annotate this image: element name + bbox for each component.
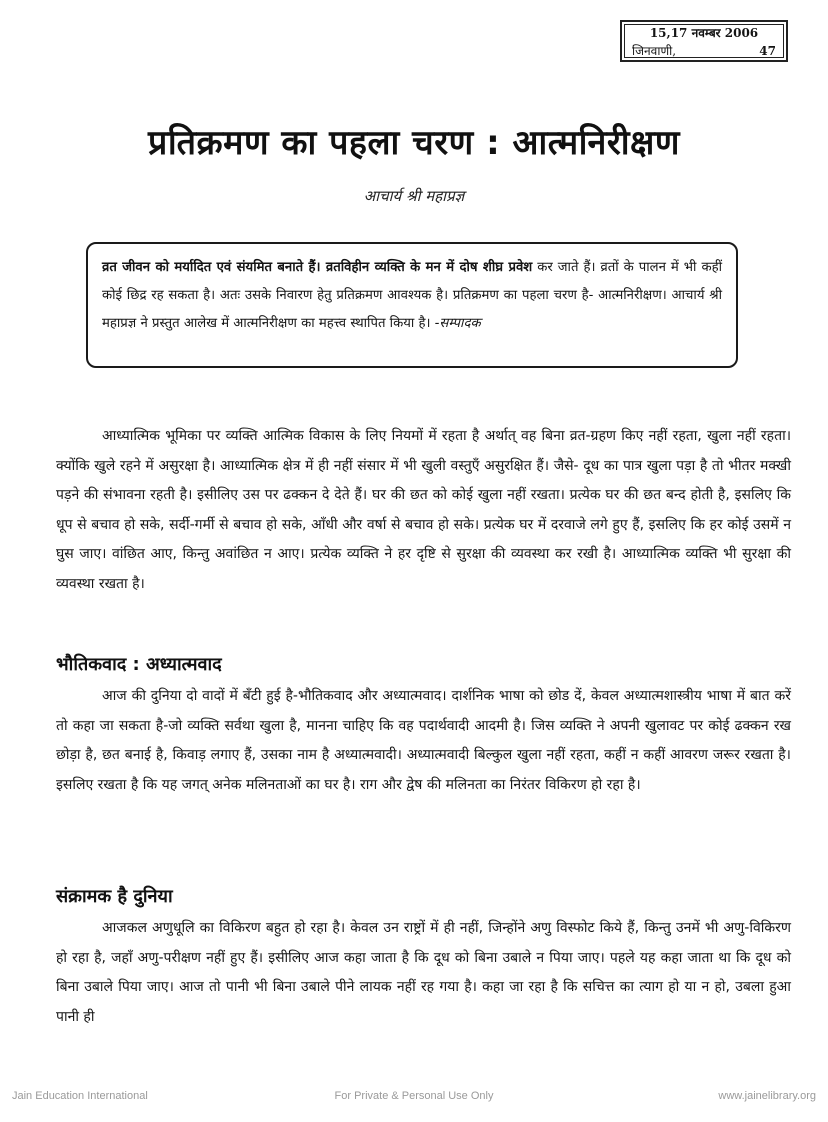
issue-date-line: [632, 24, 776, 42]
section-paragraph: आज की दुनिया दो वादों में बँटी हुई है-भौतिकवाद और अध्यात्मवाद। दार्शनिक भाषा को छोड दें, केवल अध्यात्मशास्त्रीय भाषा में बात करें तो कहा जा सकता है-जो व्यक्ति सर्वथा खुला है, मानना चाहिए कि वह पदार्थवादी आदमी है। जिस व्यक्ति ने अपनी खुलावट पर कोई ढक्कन रख छोड़ा है, छत बनाई है, किवाड़ लगाए हैं, उसका नाम है अध्यात्मवादी। अध्यात्मवादी बिल्कुल खुला नहीं रहता, कहीं न कहीं आवरण जरूर रखता है। इसलिए रखता है कि यह जगत् अनेक मलिनताओं का घर है। राग और द्वेष की मलिनता का निरंतर विकिरण हो रहा है।: [56, 688, 791, 793]
page-footer: [0, 1090, 828, 1110]
abstract-text: कर जाते हैं। व्रतों के पालन में भी कहीं कोई छिद्र रह सकता है। अतः उसके निवारण हेतु प्रतिक्रमण आवश्यक है। प्रतिक्रमण का पहला चरण है- आत्मनिरीक्षण। आचार्य श्री महाप्रज्ञ ने प्रस्तुत आलेख में आत्मनिरीक्षण का महत्त्व स्थापित किया है।: [102, 260, 722, 331]
section-contagious-world: [56, 914, 791, 1032]
footer-usage-note: For Private & Personal Use Only: [334, 1090, 494, 1102]
abstract-box: [86, 242, 738, 368]
article-author: आचार्य श्री महाप्रज्ञ: [363, 187, 465, 205]
section-paragraph: आजकल अणुधूलि का विकिरण बहुत हो रहा है। केवल उन राष्ट्रों में ही नहीं, जिन्होंने अणु विस्फोट किये हैं, किन्तु उनमें भी अणु-विकिरण हो रहा है, जहाँ अणु-परीक्षण नहीं हुए हैं। इसीलिए आज कहा जाता है कि दूध को बिना उबाले न पिया जाए। पहले यह कहा जाता था कि दूध को बिना उबाले पिया जाए। आज तो पानी भी बिना उबाले पीने लायक नहीं रह गया है। कहा जा रहा है कि सचित्त का त्याग हो या न हो, उबला हुआ पानी ही: [56, 920, 791, 1025]
section-heading-materialism: भौतिकवाद : अध्यात्मवाद: [56, 654, 222, 675]
section-materialism: [56, 682, 791, 800]
editor-tag: -सम्पादक: [434, 316, 481, 331]
magazine-name: जिनवाणी,: [632, 44, 677, 58]
abstract-lead: व्रत जीवन को मर्यादित एवं संयमित बनाते हैं। व्रतविहीन व्यक्ति के मन में दोष शीघ्र प्रवेश: [102, 260, 533, 275]
intro-paragraph: आध्यात्मिक भूमिका पर व्यक्ति आत्मिक विकास के लिए नियमों में रहता है अर्थात् वह बिना व्रत-ग्रहण किए नहीं रहता, खुला नहीं रहता। क्योंकि खुले रहने में असुरक्षा है। आध्यात्मिक क्षेत्र में ही नहीं संसार में भी खुली वस्तुएँ असुरक्षित हैं। जैसे- दूध का पात्र खुला पड़ा है तो भीतर मक्खी पड़ने की संभावना रहती है। इसीलिए उस पर ढक्कन दे देते हैं। घर की छत को कोई खुला नहीं रखता। प्रत्येक घर की छत बन्द होती है, इसलिए कि धूप से बचाव हो सके, सर्दी-गर्मी से बचाव हो सके, आँधी और वर्षा से बचाव हो सके। प्रत्येक घर में दरवाजे लगे हुए हैं, इसलिए कि हर कोई उसमें न घुस जाए। वांछित आए, किन्तु अवांछित न आए। प्रत्येक व्यक्ति ने हर दृष्टि से सुरक्षा की व्यवस्था कर रखी है। आध्यात्मिक व्यक्ति भी सुरक्षा की व्यवस्था रखता है।: [56, 428, 791, 592]
page-number: 47: [759, 44, 776, 58]
article-title: प्रतिक्रमण का पहला चरण : आत्मनिरीक्षण: [147, 123, 681, 163]
magazine-line: [632, 42, 776, 60]
issue-date: 15,17 नवम्बर 2006: [649, 26, 759, 40]
footer-publisher: Jain Education International: [12, 1090, 148, 1102]
issue-info-box: [620, 20, 788, 62]
intro-section: [56, 422, 791, 599]
footer-website-link[interactable]: www.jainelibrary.org: [718, 1090, 816, 1102]
section-heading-contagious-world: संक्रामक है दुनिया: [56, 886, 173, 907]
